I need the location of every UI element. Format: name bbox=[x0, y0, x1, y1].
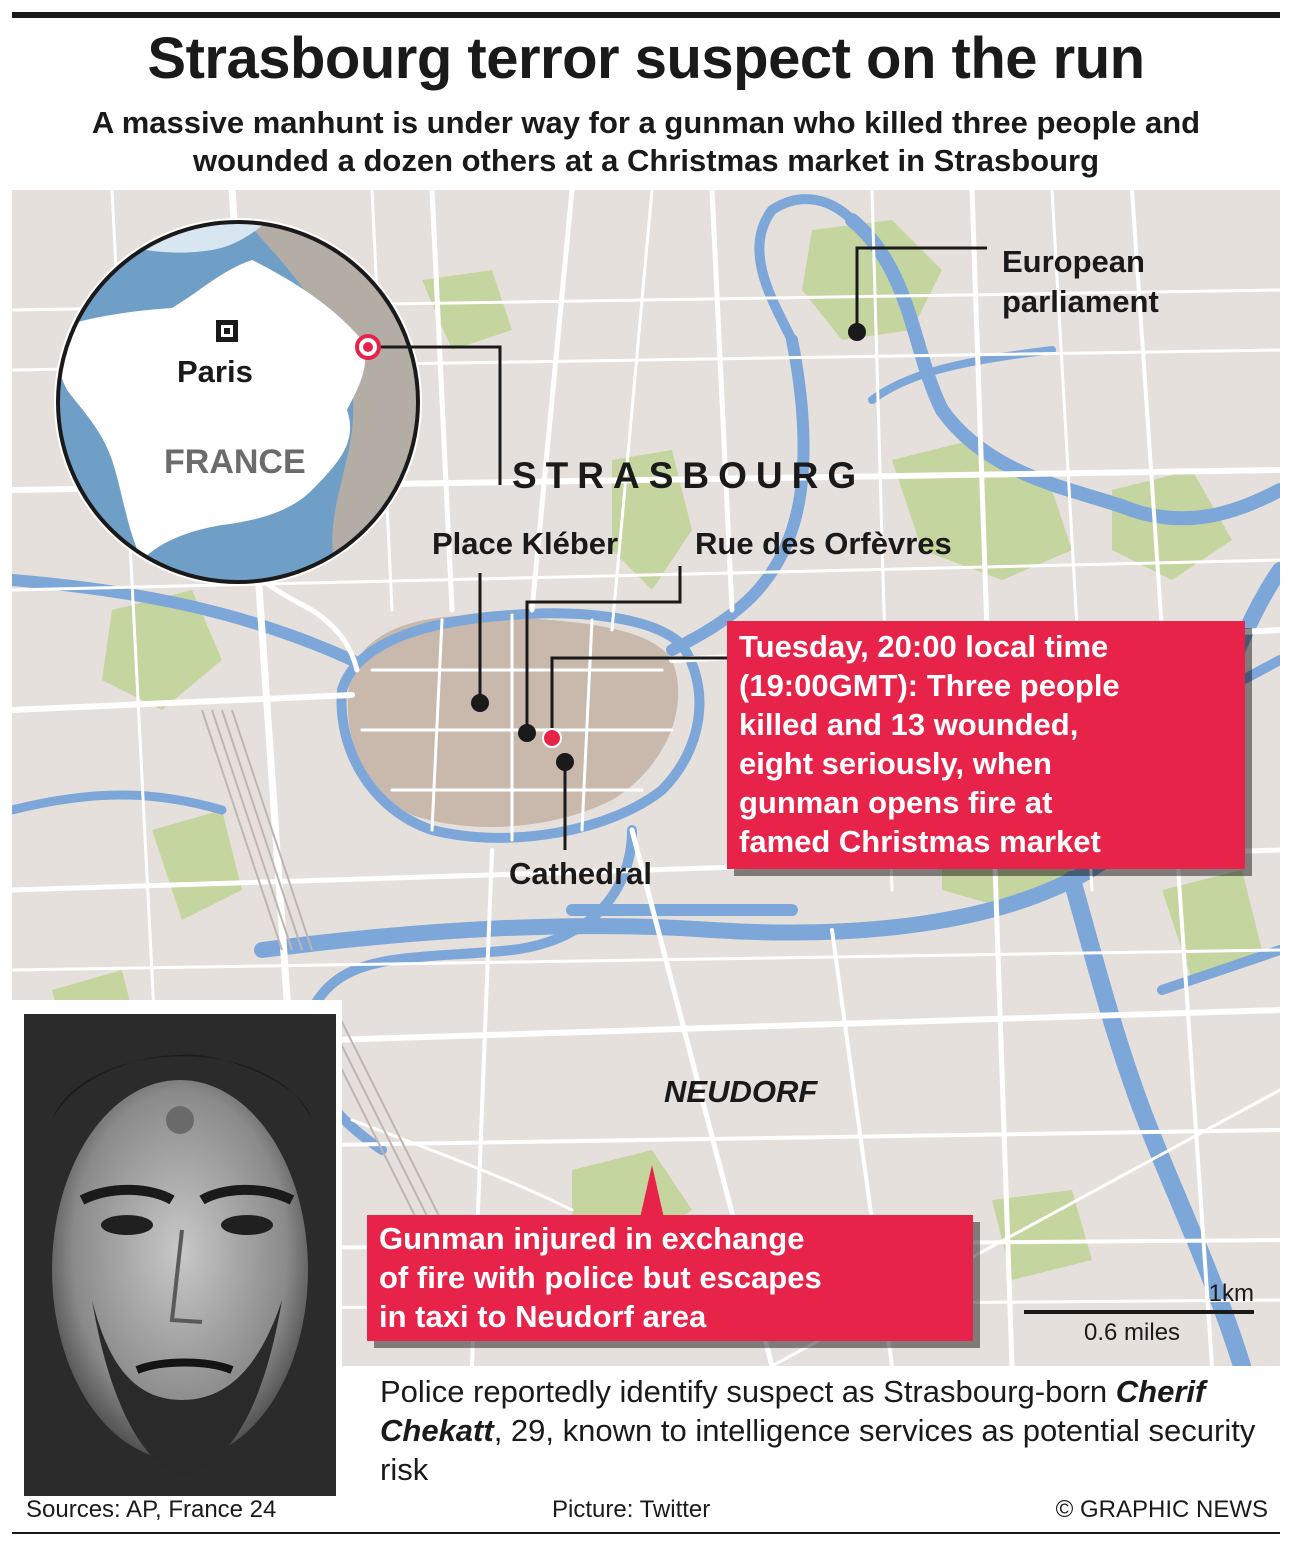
escape-callout-line: of fire with police but escapes bbox=[379, 1260, 822, 1295]
top-rule bbox=[12, 12, 1280, 18]
bottom-rule bbox=[12, 1532, 1280, 1534]
attack-callout-line: Tuesday, 20:00 local time bbox=[739, 629, 1109, 664]
escape-callout-line: in taxi to Neudorf area bbox=[379, 1299, 707, 1334]
copyright-credit: © GRAPHIC NEWS bbox=[1055, 1496, 1268, 1523]
suspect-photo bbox=[12, 1000, 342, 1518]
kleber-marker-icon bbox=[471, 694, 489, 712]
sources-credit: Sources: AP, France 24 bbox=[26, 1496, 277, 1523]
attack-callout-line: gunman opens fire at bbox=[739, 785, 1053, 820]
parliament-label-line1: European bbox=[1002, 244, 1145, 279]
parliament-marker-icon bbox=[848, 323, 866, 341]
parliament-label-line2: parliament bbox=[1002, 284, 1159, 319]
inset-paris-label: Paris bbox=[177, 354, 253, 389]
orfevres-marker-icon bbox=[518, 724, 536, 742]
caption-text-end: , 29, known to intelligence services as potential security risk bbox=[380, 1413, 1256, 1487]
cathedral-marker-icon bbox=[556, 753, 574, 771]
city-label: STRASBOURG bbox=[512, 455, 866, 496]
attack-callout-line: eight seriously, when bbox=[739, 746, 1052, 781]
neudorf-label: NEUDORF bbox=[664, 1074, 818, 1109]
scale-bar bbox=[1024, 1280, 1254, 1346]
page-title: Strasbourg terror suspect on the run bbox=[147, 26, 1145, 91]
scale-bar-line bbox=[1024, 1310, 1254, 1314]
attack-callout bbox=[727, 621, 1245, 869]
suspect-name: Cherif Chekatt bbox=[380, 1374, 1206, 1448]
escape-callout bbox=[367, 1215, 973, 1341]
attack-callout-line: killed and 13 wounded, bbox=[739, 707, 1079, 742]
attack-marker-icon bbox=[543, 729, 561, 747]
attack-callout-line: famed Christmas market bbox=[739, 824, 1101, 859]
inset-france-label: FRANCE bbox=[164, 443, 306, 481]
attack-callout-line: (19:00GMT): Three people bbox=[739, 668, 1120, 703]
suspect-caption bbox=[380, 1372, 1260, 1489]
place-kleber-label: Place Kléber bbox=[432, 526, 619, 561]
picture-credit: Picture: Twitter bbox=[552, 1496, 711, 1523]
cathedral-label: Cathedral bbox=[509, 856, 652, 891]
escape-callout-line: Gunman injured in exchange bbox=[379, 1221, 805, 1256]
scale-km-label: 1km bbox=[1208, 1280, 1254, 1307]
rue-orfevres-label: Rue des Orfèvres bbox=[695, 526, 952, 561]
page-subtitle: A massive manhunt is under way for a gunman who killed three people and wounded a dozen others at a Christmas market in Strasbourg bbox=[91, 105, 1201, 178]
scale-miles-label: 0.6 miles bbox=[1084, 1319, 1181, 1346]
parliament-label bbox=[1002, 242, 1159, 322]
caption-text-start: Police reportedly identify suspect as Strasbourg-born bbox=[380, 1374, 1116, 1409]
